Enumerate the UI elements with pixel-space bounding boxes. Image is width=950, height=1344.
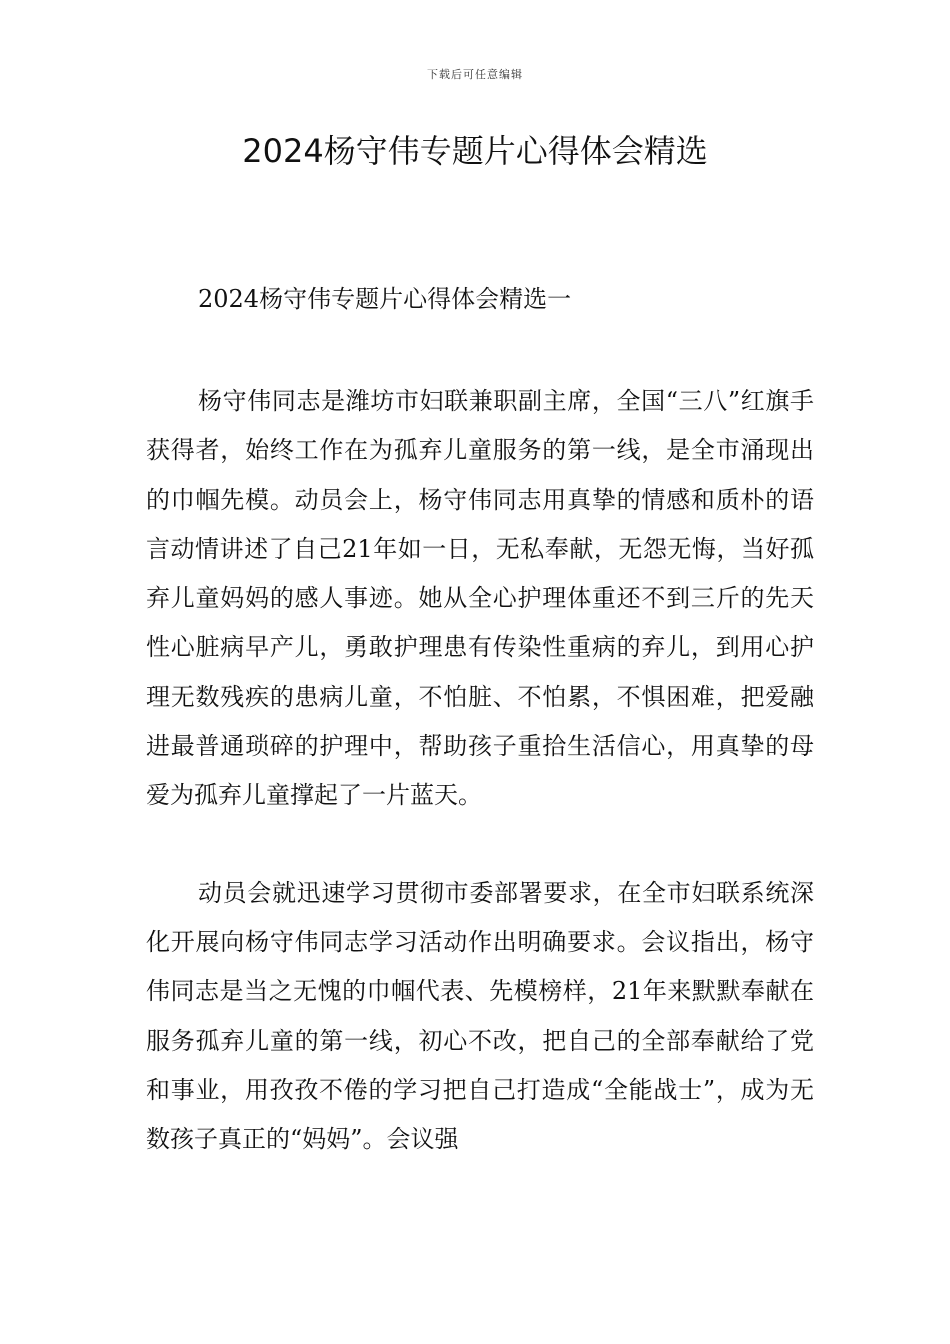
document-title: 2024杨守伟专题片心得体会精选 [242,132,708,170]
header-note: 下载后可任意编辑 [427,68,523,81]
paragraph-2: 动员会就迅速学习贯彻市委部署要求，在全市妇联系统深化开展向杨守伟同志学习活动作出明确要求。会议指出，杨守伟同志是当之无愧的巾帼代表、先模榜样，21年来默默奉献在服务孤弃儿童的第一线，初心不改，把自己的全部奉献给了党和事业，用孜孜不倦的学习把自己打造成“全能战士”，成为无数孩子真正的“妈妈”。会议强 [146,878,814,1154]
document-body [146,282,814,1212]
paragraph-1: 杨守伟同志是潍坊市妇联兼职副主席，全国“三八”红旗手获得者，始终工作在为孤弃儿童服务的第一线，是全市涌现出的巾帼先模。动员会上，杨守伟同志用真挚的情感和质朴的语言动情讲述了自己21年如一日，无私奉献，无怨无悔，当好孤弃儿童妈妈的感人事迹。她从全心护理体重还不到三斤的先天性心脏病早产儿，勇敢护理患有传染性重病的弃儿，到用心护理无数残疾的患病儿童，不怕脏、不怕累，不惧困难，把爱融进最普通琐碎的护理中，帮助孩子重拾生活信心，用真挚的母爱为孤弃儿童撑起了一片蓝天。 [146,387,814,810]
section-subheading: 2024杨守伟专题片心得体会精选一 [198,285,572,313]
